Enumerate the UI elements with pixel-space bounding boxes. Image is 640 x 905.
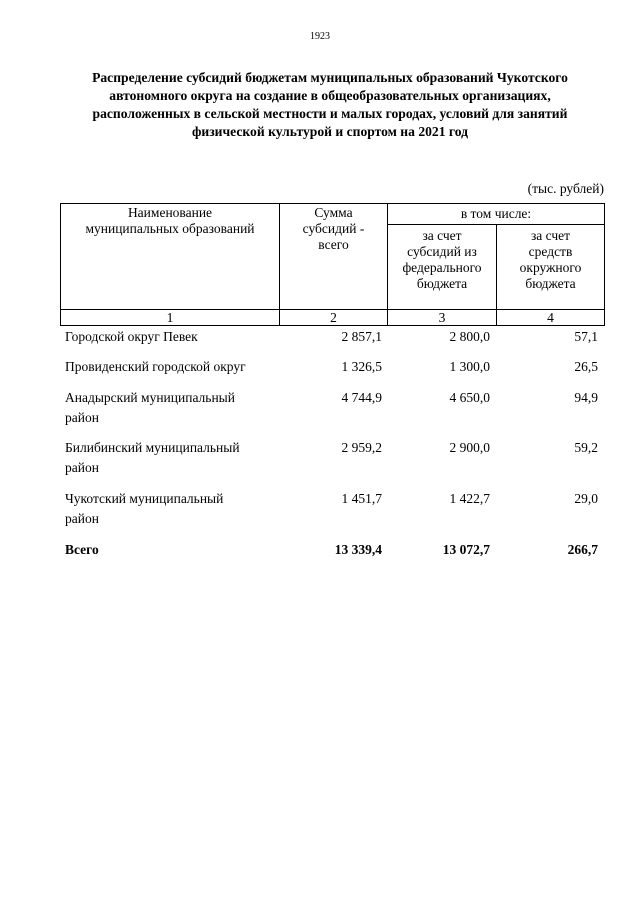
table-row-name (65, 327, 280, 347)
table-row-name (65, 357, 280, 377)
header-name (61, 205, 279, 237)
row-total: 2 959,2 (341, 440, 382, 455)
row-name-line: район (65, 460, 99, 475)
header-total-line: Сумма (314, 205, 353, 220)
header-district-line: окружного (519, 260, 582, 275)
row-name-line: район (65, 511, 99, 526)
row-federal: 2 900,0 (449, 440, 490, 455)
title-line-3: расположенных в сельской местности и малых городах, условий для занятий (92, 106, 568, 121)
row-district: 59,2 (574, 440, 598, 455)
row-name-line: Городской округ Певек (65, 329, 198, 344)
header-total-line: всего (318, 237, 349, 252)
row-federal: 1 300,0 (449, 359, 490, 374)
row-federal: 4 650,0 (449, 390, 490, 405)
unit-note: (тыс. рублей) (527, 181, 604, 196)
header-federal-line: субсидий из (407, 244, 477, 259)
row-name-line: Анадырский муниципальный (65, 390, 235, 405)
row-name-line: Провиденский городской округ (65, 359, 246, 374)
header-including: в том числе: (460, 206, 532, 221)
row-total: 1 326,5 (341, 359, 382, 374)
page-number: 1923 (310, 31, 330, 42)
total-row-federal: 13 072,7 (442, 542, 490, 557)
column-number-1: 1 (166, 310, 174, 325)
row-name-line: Чукотский муниципальный (65, 491, 224, 506)
total-row-label: Всего (65, 542, 99, 557)
header-federal-line: за счет (422, 228, 462, 243)
row-name-line: Билибинский муниципальный (65, 440, 240, 455)
total-row-total: 13 339,4 (334, 542, 382, 557)
table-row-name (65, 489, 280, 529)
title-line-4: физической культурой и спортом на 2021 год (191, 124, 469, 139)
row-district: 57,1 (574, 329, 598, 344)
row-district: 94,9 (574, 390, 598, 405)
row-district: 29,0 (574, 491, 598, 506)
header-district-line: за счет (530, 228, 571, 243)
table-row-name (65, 438, 280, 478)
column-number-3: 3 (438, 310, 446, 325)
title-line-2: автономного округа на создание в общеобразовательных организациях, (109, 88, 551, 103)
header-name-line: Наименование (127, 205, 213, 220)
header-federal (388, 228, 496, 292)
document-title (55, 69, 605, 141)
row-total: 2 857,1 (341, 329, 382, 344)
row-district: 26,5 (574, 359, 598, 374)
border-right (604, 203, 605, 326)
row-federal: 1 422,7 (449, 491, 490, 506)
column-number-4: 4 (547, 310, 554, 325)
header-federal-line: федерального (402, 260, 482, 275)
table-top-border (60, 203, 605, 204)
column-number-2: 2 (330, 310, 337, 325)
header-district-line: бюджета (525, 276, 576, 291)
header-total (280, 205, 387, 253)
row-name-line: район (65, 410, 99, 425)
total-row-district: 266,7 (567, 542, 598, 557)
table-header (60, 203, 605, 326)
row-total: 1 451,7 (341, 491, 382, 506)
table-row-name (65, 388, 280, 428)
row-total: 4 744,9 (341, 390, 382, 405)
header-federal-line: бюджета (416, 276, 468, 291)
title-line-1: Распределение субсидий бюджетам муниципальных образований Чукотского (92, 70, 568, 85)
header-district (497, 228, 604, 292)
header-total-line: субсидий - (302, 221, 365, 236)
header-district-line: средств (528, 244, 573, 259)
row-federal: 2 800,0 (449, 329, 490, 344)
header-name-line: муниципальных образований (85, 221, 255, 236)
